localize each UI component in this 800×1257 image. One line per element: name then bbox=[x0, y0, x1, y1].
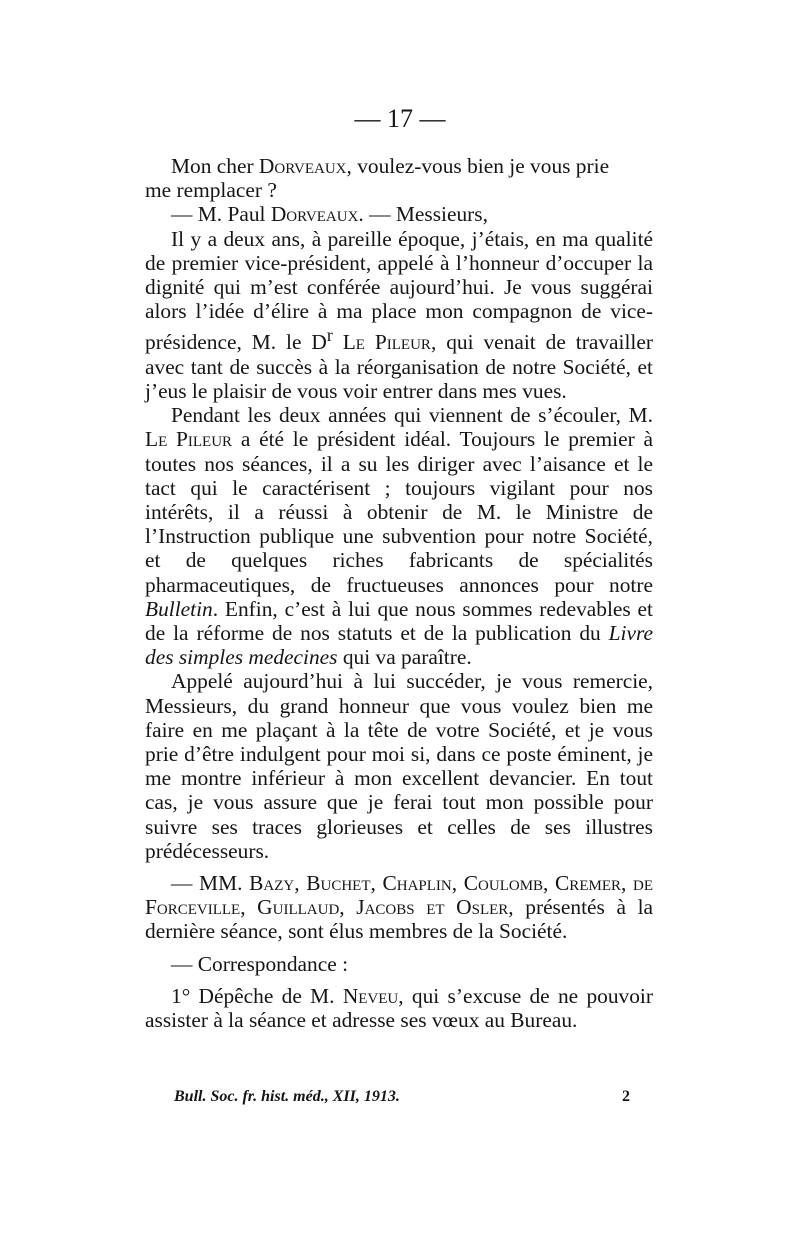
list-number: 1° bbox=[171, 983, 191, 1008]
text: , voulez-vous bien je vous prie bbox=[346, 154, 610, 178]
superscript: r bbox=[326, 325, 333, 346]
text: , présentés à la dernière séance, sont élus membres de la Société. bbox=[145, 895, 654, 944]
text: Il y a deux ans, à pareille époque, j’étais, en ma qualité de premier vice-président, appelé à l’honneur d’occuper la dignité qui m’est conférée aujourd’hui. Je vous suggérai alors l’idée d’élire à ma place mon compagnon de vice-présidence, M. le D bbox=[145, 226, 653, 355]
paragraph-1-continued: me remplacer ? bbox=[145, 178, 277, 203]
person-name: Neveu bbox=[342, 983, 399, 1008]
signature-mark: 2 bbox=[622, 1088, 630, 1105]
paragraph-5: Appelé aujourd’hui à lui succéder, je vous remercie, Messieurs, du grand honneur que vous voulez bien me faire en me plaçant à la tête de votre Société, et je vous prie d’être indulgent pour moi si, dans ce poste éminent, je me montre inférieur à mon excellent devancier. En tout cas, je vous assure que je ferai tout mon possible pour suivre ses traces glorieuses et celles de ses illustres prédécesseurs. bbox=[145, 669, 653, 863]
person-name: Le Pileur bbox=[145, 427, 233, 452]
text: Dépêche de M. bbox=[190, 983, 343, 1008]
paragraph-4 bbox=[145, 403, 653, 669]
paragraph-1 bbox=[145, 154, 653, 178]
footer bbox=[174, 1088, 630, 1106]
text: . Enfin, c’est à lui que nous sommes redevables et de la réforme de nos statuts et de la publication du bbox=[145, 596, 653, 645]
italic-title: Bulletin bbox=[145, 596, 213, 621]
page-number: — 17 — bbox=[354, 104, 446, 133]
text: — M. Paul bbox=[171, 202, 271, 227]
text: qui va paraître. bbox=[337, 645, 472, 670]
paragraph-2 bbox=[145, 202, 653, 226]
person-name: Le Pileur bbox=[332, 330, 431, 355]
footer-citation: Bull. Soc. fr. hist. méd., XII, 1913. bbox=[174, 1088, 400, 1105]
person-name: Dorveaux bbox=[258, 154, 347, 178]
text: Mon cher bbox=[171, 154, 259, 178]
paragraph-3 bbox=[145, 227, 653, 404]
member-names: Bazy, Buchet, Chaplin, Coulomb, Cremer, de Forceville, Guillaud, Jacobs et Osler bbox=[145, 871, 653, 920]
person-name: Dorveaux bbox=[270, 202, 359, 227]
paragraph-6 bbox=[145, 871, 653, 944]
paragraph-8 bbox=[145, 984, 653, 1032]
text: , qui s’excuse de ne pouvoir assister à la séance et adresse ses vœux au Bureau. bbox=[145, 983, 653, 1033]
text: Pendant les deux années qui viennent de s’écouler, M. bbox=[171, 403, 653, 428]
text: — MM. bbox=[171, 871, 250, 896]
paragraph-7: — Correspondance : bbox=[171, 951, 349, 976]
italic-title: Livre des simples medecines bbox=[145, 620, 653, 670]
text: a été le président idéal. Toujours le premier à toutes nos séances, il a su les diriger avec l’aisance et le tact qui le caractérisent ; toujours vigilant pour nos intérêts, il a réussi à obtenir de M. le Ministre de l’Instruction publique une subvention pour notre Société, et de quelques riches fabricants de spécialités pharmaceutiques, de fructueuses annonces pour notre bbox=[145, 427, 653, 597]
text: . — Messieurs, bbox=[358, 202, 488, 227]
text: , qui venait de travailler avec tant de succès à la réorganisation de notre Société, et j’eus le plaisir de vous voir entrer dans mes vues. bbox=[145, 330, 653, 403]
body-text bbox=[145, 154, 653, 1032]
